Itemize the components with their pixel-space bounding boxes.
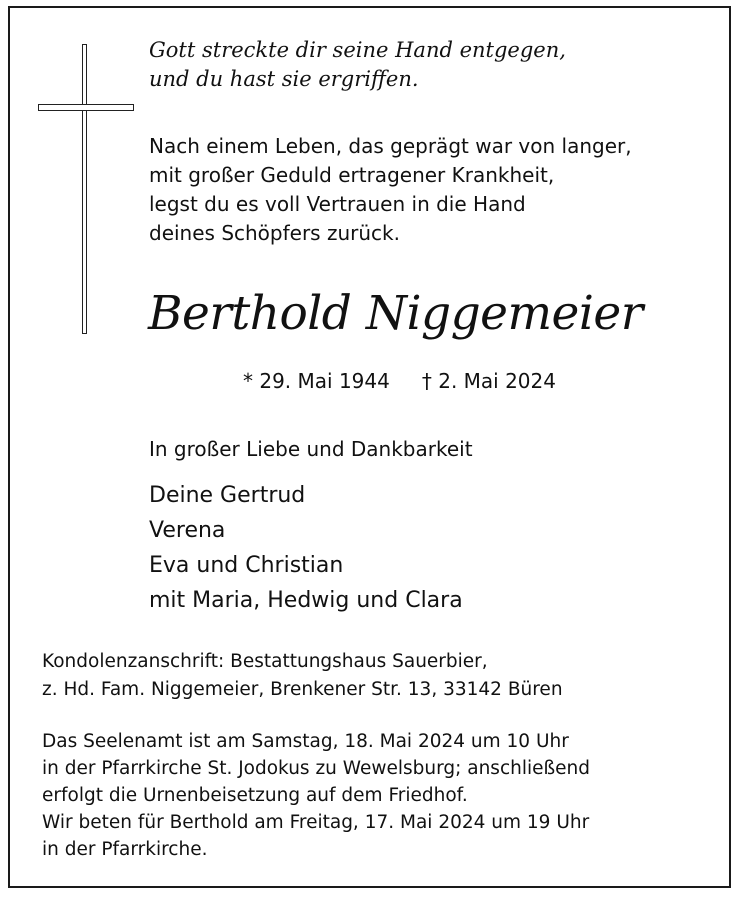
intro-line: mit großer Geduld ertragener Krankheit, [149, 163, 555, 187]
service-line: erfolgt die Urnenbeisetzung auf dem Friedhof. [42, 785, 468, 806]
signer: Verena [149, 518, 226, 543]
motto-line: Gott streckte dir seine Hand entgegen, [149, 38, 566, 62]
signers-list [149, 478, 463, 618]
intro-text [149, 132, 632, 248]
sentiment-line: In großer Liebe und Dankbarkeit [149, 437, 473, 461]
death-date: † 2. Mai 2024 [421, 369, 556, 393]
signer: Deine Gertrud [149, 483, 306, 508]
cross-joint [84, 106, 86, 110]
cross-vertical-beam [82, 44, 87, 334]
service-line: in der Pfarrkirche. [42, 839, 208, 860]
deceased-name: Berthold Niggemeier [148, 286, 643, 341]
life-dates [243, 366, 556, 396]
intro-line: legst du es voll Vertrauen in die Hand [149, 192, 526, 216]
service-line: Wir beten für Berthold am Freitag, 17. Mai 2024 um 19 Uhr [42, 812, 590, 833]
intro-line: Nach einem Leben, das geprägt war von langer, [149, 134, 632, 158]
motto-line: und du hast sie ergriffen. [149, 67, 419, 91]
intro-line: deines Schöpfers zurück. [149, 221, 400, 245]
signer: Eva und Christian [149, 553, 344, 578]
condolence-line: z. Hd. Fam. Niggemeier, Brenkener Str. 13, 33142 Büren [42, 679, 563, 700]
condolence-address [42, 648, 563, 704]
cross-horizontal-beam [38, 104, 134, 111]
signer: mit Maria, Hedwig und Clara [149, 588, 463, 613]
birth-date: * 29. Mai 1944 [243, 369, 390, 393]
service-line: Das Seelenamt ist am Samstag, 18. Mai 2024 um 10 Uhr [42, 731, 569, 752]
service-info [42, 728, 590, 863]
motto-quote [149, 36, 566, 94]
condolence-line: Kondolenzanschrift: Bestattungshaus Sauerbier, [42, 651, 488, 672]
cross-icon [38, 44, 138, 336]
service-line: in der Pfarrkirche St. Jodokus zu Wewelsburg; anschließend [42, 758, 591, 779]
